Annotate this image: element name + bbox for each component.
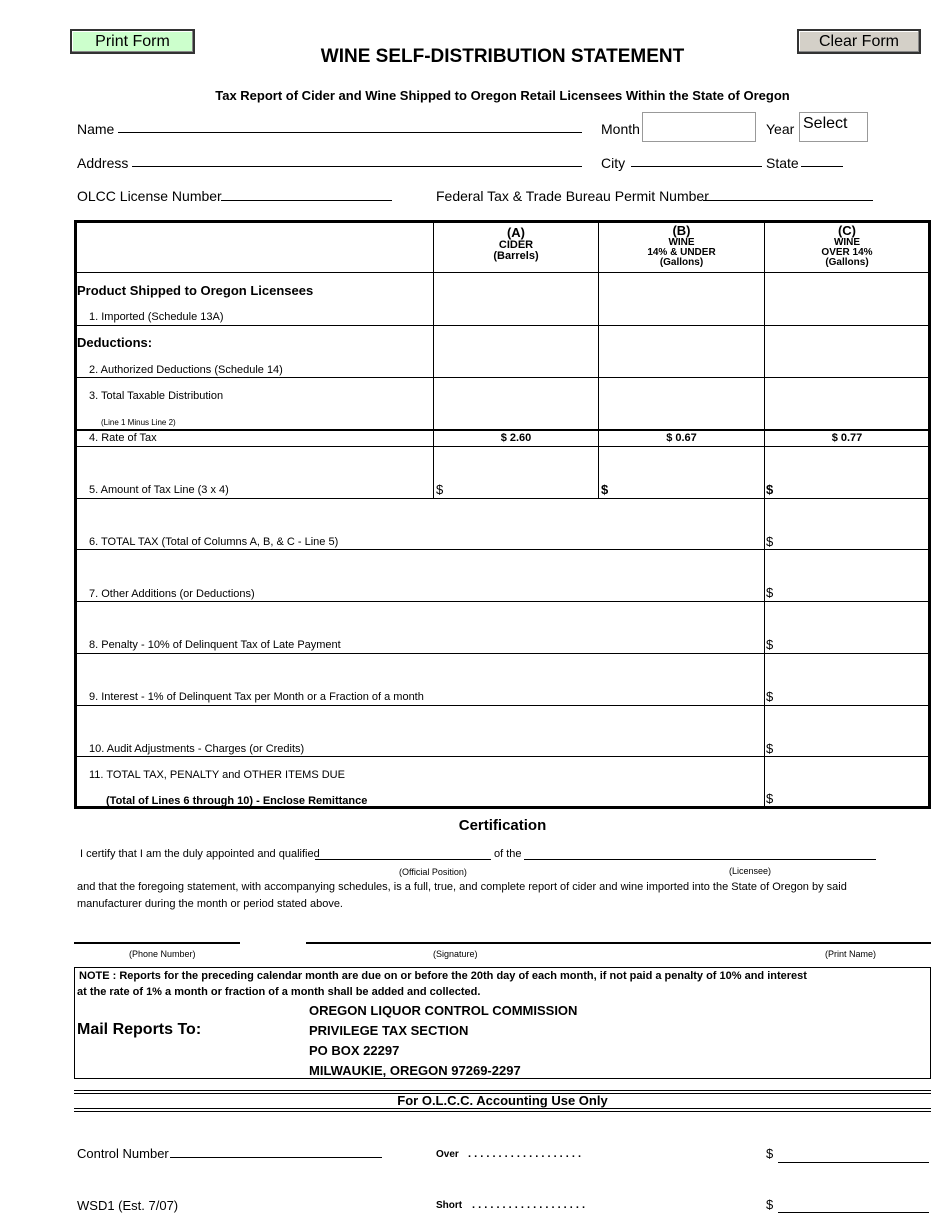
- column-b-line2: 14% & UNDER: [647, 247, 716, 258]
- row-divider: [76, 756, 929, 757]
- row-divider: [76, 429, 929, 431]
- short-label: Short: [436, 1200, 463, 1211]
- phone-number-field[interactable]: [74, 942, 240, 944]
- row-divider: [76, 601, 929, 602]
- cert-line-part2: of the: [494, 848, 522, 860]
- row-5-cider-dollar[interactable]: $: [436, 482, 444, 497]
- phone-caption: (Phone Number): [129, 949, 196, 959]
- rate-cider: $ 2.60: [500, 432, 532, 444]
- form-title: WINE SELF-DISTRIBUTION STATEMENT: [320, 46, 685, 67]
- row-3-label: 3. Total Taxable Distribution: [89, 390, 224, 402]
- row-10-dollar[interactable]: $: [766, 741, 774, 756]
- row-10-label: 10. Audit Adjustments - Charges (or Credits): [89, 743, 305, 755]
- control-number-field[interactable]: [170, 1157, 382, 1158]
- column-c-letter: (C): [837, 223, 857, 238]
- row-7-dollar[interactable]: $: [766, 585, 774, 600]
- row-8-dollar[interactable]: $: [766, 637, 774, 652]
- official-position-caption: (Official Position): [399, 867, 467, 877]
- row-1-wine-under-field[interactable]: [599, 273, 764, 325]
- form-id: WSD1 (Est. 7/07): [77, 1198, 179, 1213]
- clear-form-button[interactable]: Clear Form: [797, 29, 921, 54]
- signature-caption: (Signature): [433, 949, 478, 959]
- row-8-label: 8. Penalty - 10% of Delinquent Tax of Late Payment: [89, 639, 341, 651]
- row-6-dollar[interactable]: $: [766, 534, 774, 549]
- column-b-line3: (Gallons): [659, 257, 704, 268]
- form-subtitle: Tax Report of Cider and Wine Shipped to Oregon Retail Licensees Within the State of Oregon: [215, 88, 790, 103]
- column-c-line2: OVER 14%: [821, 247, 873, 258]
- state-label: State: [766, 155, 799, 171]
- row-2-cider-field[interactable]: [434, 326, 598, 377]
- column-c-line3: (Gallons): [825, 257, 869, 268]
- year-label: Year: [766, 121, 795, 137]
- note-line2: at the rate of 1% a month or fraction of a month shall be added and collected.: [77, 986, 481, 998]
- row-1-cider-field[interactable]: [434, 273, 598, 325]
- row-5-wine-under-dollar[interactable]: $: [601, 482, 609, 497]
- month-label: Month: [601, 121, 640, 137]
- column-b-header: [599, 224, 764, 268]
- over-dollar: $: [766, 1146, 774, 1161]
- row-5-wine-over-dollar[interactable]: $: [766, 482, 774, 497]
- state-field[interactable]: [801, 166, 843, 167]
- name-field[interactable]: [118, 132, 582, 133]
- cert-paragraph-line1: and that the foregoing statement, with accompanying schedules, is a full, true, and complete report of cider and wine imported into the State of Oregon by said: [77, 881, 847, 893]
- name-label: Name: [77, 121, 115, 137]
- row-3-wine-under-field[interactable]: [599, 378, 764, 429]
- row-2-wine-under-field[interactable]: [599, 326, 764, 377]
- row-3-wine-over-field[interactable]: [765, 378, 929, 429]
- accounting-heading: For O.L.C.C. Accounting Use Only: [397, 1093, 608, 1108]
- row-1-wine-over-field[interactable]: [765, 273, 929, 325]
- licensee-field[interactable]: [524, 859, 876, 860]
- certification-heading: Certification: [458, 817, 547, 834]
- note-line1: NOTE : Reports for the preceding calendar month are due on or before the 20th day of each month, if not paid a penalty of 10% and interest: [79, 970, 807, 982]
- row-divider: [76, 446, 929, 447]
- address-field[interactable]: [132, 166, 582, 167]
- over-label: Over: [436, 1149, 459, 1160]
- ttb-field[interactable]: [703, 200, 873, 201]
- row-2-wine-over-field[interactable]: [765, 326, 929, 377]
- over-amount-field[interactable]: [778, 1162, 929, 1163]
- city-field[interactable]: [631, 166, 762, 167]
- short-dollar: $: [766, 1197, 774, 1212]
- row-divider: [76, 549, 929, 550]
- short-dots: . . . . . . . . . . . . . . . . . . .: [472, 1199, 586, 1211]
- short-amount-field[interactable]: [778, 1212, 929, 1213]
- print-name-caption: (Print Name): [825, 949, 877, 959]
- row-11-dollar[interactable]: $: [766, 791, 774, 806]
- column-c-header: [765, 224, 929, 268]
- column-c-line1: WINE: [833, 237, 861, 248]
- row-7-label: 7. Other Additions (or Deductions): [89, 588, 255, 600]
- mail-address-line4: MILWAUKIE, OREGON 97269-2297: [309, 1063, 521, 1078]
- address-label: Address: [77, 155, 129, 171]
- ttb-label: Federal Tax & Trade Bureau Permit Number: [436, 188, 709, 204]
- row-2-label: 2. Authorized Deductions (Schedule 14): [89, 364, 283, 376]
- signature-field[interactable]: [306, 942, 931, 944]
- column-a-line1: CIDER: [498, 239, 534, 251]
- column-b-letter: (B): [672, 223, 691, 238]
- cert-paragraph-line2: manufacturer during the month or period stated above.: [77, 898, 343, 910]
- cert-line-part1: I certify that I am the duly appointed and qualified: [80, 848, 320, 860]
- row-4-label: 4. Rate of Tax: [89, 432, 157, 444]
- mail-address-line2: PRIVILEGE TAX SECTION: [309, 1023, 469, 1038]
- rate-wine-over: $ 0.77: [831, 432, 863, 444]
- row-5-label: 5. Amount of Tax Line (3 x 4): [89, 484, 229, 496]
- column-a-letter: (A): [506, 225, 526, 240]
- accounting-bottom-rule: [74, 1108, 931, 1112]
- olcc-field[interactable]: [221, 200, 392, 201]
- rate-wine-under: $ 0.67: [666, 432, 697, 444]
- product-shipped-heading: Product Shipped to Oregon Licensees: [77, 283, 314, 298]
- print-form-button[interactable]: Print Form: [70, 29, 195, 54]
- row-3-cider-field[interactable]: [434, 378, 598, 429]
- row-9-dollar[interactable]: $: [766, 689, 774, 704]
- row-6-label: 6. TOTAL TAX (Total of Columns A, B, & C - Line 5): [89, 536, 339, 548]
- row-1-label: 1. Imported (Schedule 13A): [89, 311, 224, 323]
- row-divider: [76, 653, 929, 654]
- city-label: City: [601, 155, 626, 171]
- row-3-sublabel: (Line 1 Minus Line 2): [101, 418, 176, 427]
- over-dots: . . . . . . . . . . . . . . . . . . .: [468, 1148, 582, 1160]
- official-position-field[interactable]: [315, 859, 491, 860]
- control-number-label: Control Number: [77, 1146, 169, 1161]
- month-field[interactable]: [642, 112, 756, 142]
- mail-address-line1: OREGON LIQUOR CONTROL COMMISSION: [309, 1003, 578, 1018]
- row-9-label: 9. Interest - 1% of Delinquent Tax per Month or a Fraction of a month: [89, 691, 424, 703]
- olcc-label: OLCC License Number: [77, 188, 222, 204]
- row-divider: [76, 498, 929, 499]
- column-a-line2: (Barrels): [493, 250, 539, 262]
- column-a-header: [434, 226, 598, 262]
- year-select[interactable]: Select: [799, 112, 868, 142]
- licensee-caption: (Licensee): [729, 866, 772, 876]
- column-b-line1: WINE: [668, 237, 695, 248]
- row-11-label: 11. TOTAL TAX, PENALTY and OTHER ITEMS DUE: [89, 769, 345, 781]
- row-11-sublabel: (Total of Lines 6 through 10) - Enclose Remittance: [106, 795, 368, 807]
- deductions-heading: Deductions:: [77, 335, 153, 350]
- mail-reports-label: Mail Reports To:: [77, 1021, 202, 1038]
- row-divider: [76, 705, 929, 706]
- mail-address-line3: PO BOX 22297: [309, 1043, 400, 1058]
